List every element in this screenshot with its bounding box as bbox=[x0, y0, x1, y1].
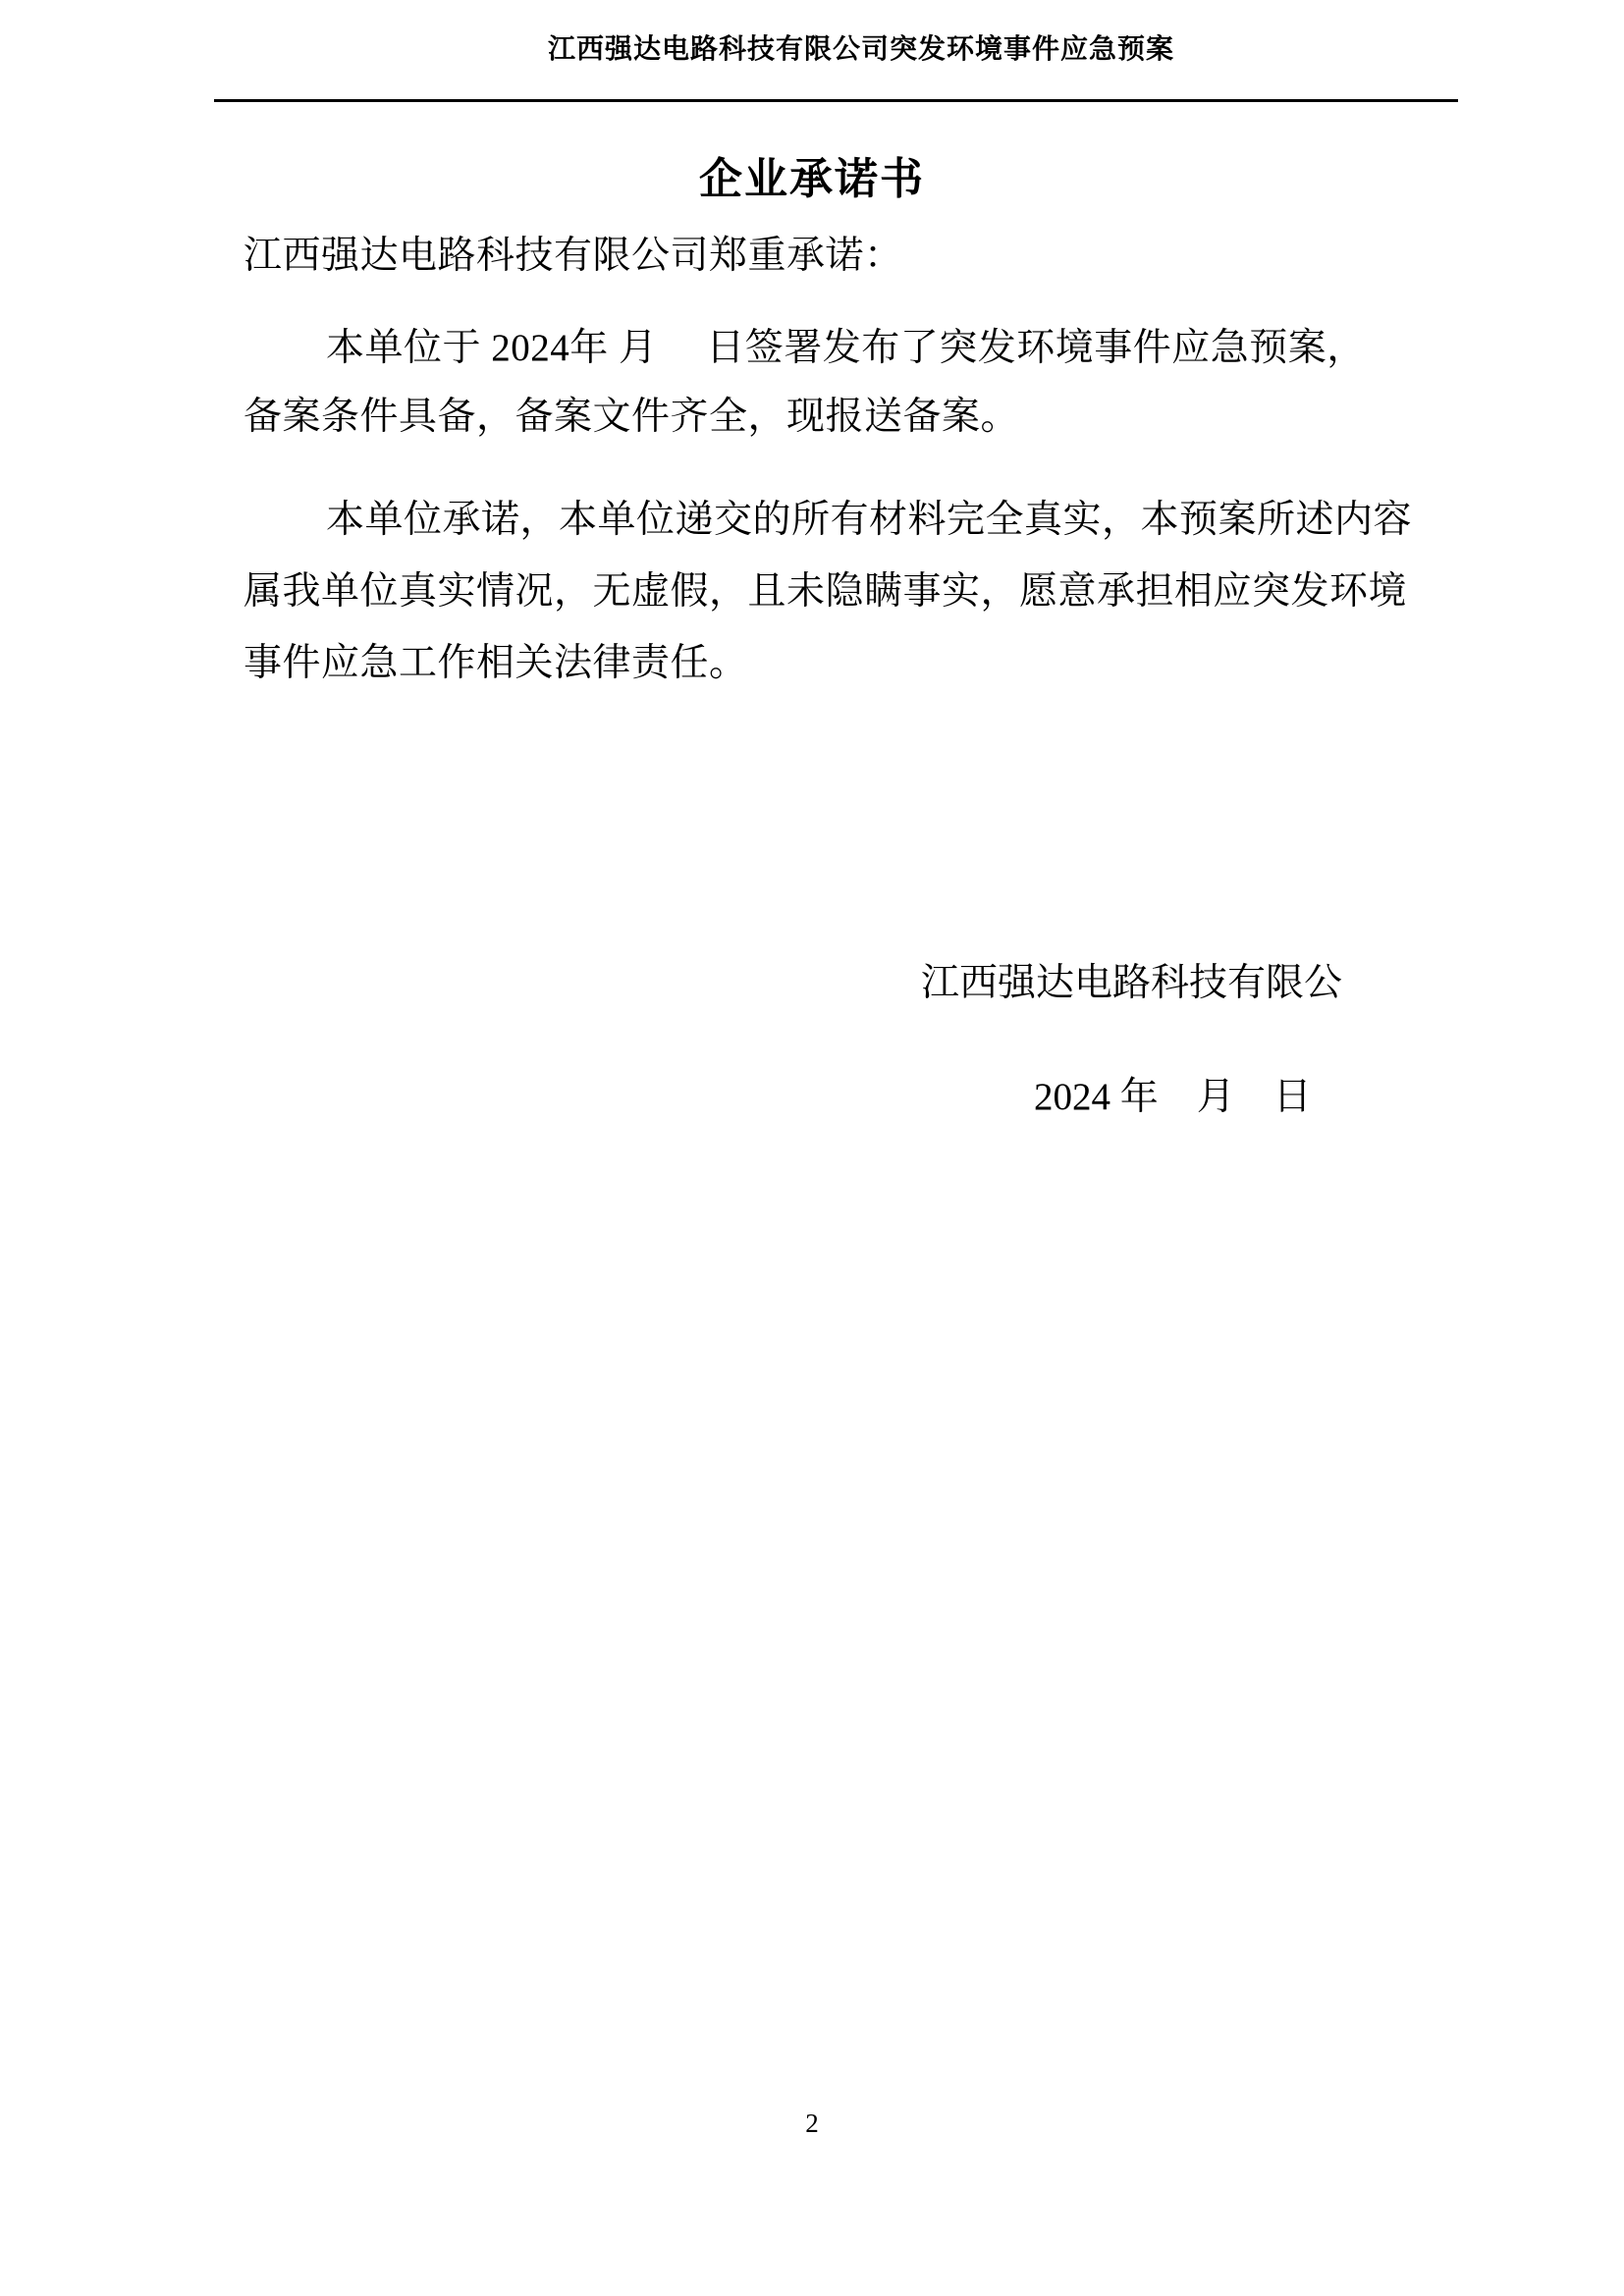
signature-company-name: 江西强达电路科技有限公 bbox=[921, 962, 1343, 1004]
paragraph2-line3: 事件应急工作相关法律责任。 bbox=[244, 642, 748, 684]
paragraph1-line1: 本单位于 2024年 月 日签署发布了突发环境事件应急预案， bbox=[326, 327, 1366, 369]
paragraph2-line2: 属我单位真实情况，无虚假，且未隐瞒事实，愿意承担相应突发环境 bbox=[244, 570, 1408, 613]
page-number: 2 bbox=[805, 2109, 819, 2138]
paragraph2-line1: 本单位承诺，本单位递交的所有材料完全真实，本预案所述内容 bbox=[326, 499, 1413, 541]
salutation-line: 江西强达电路科技有限公司郑重承诺： bbox=[244, 235, 903, 277]
paragraph1-line2: 备案条件具备，备案文件齐全，现报送备案。 bbox=[244, 396, 1020, 438]
page-header-title: 江西强达电路科技有限公司突发环境事件应急预案 bbox=[547, 34, 1174, 65]
header-divider-rule bbox=[214, 99, 1458, 102]
document-title: 企业承诺书 bbox=[699, 155, 925, 203]
signature-date-line: 2024 年 月 日 bbox=[1034, 1076, 1312, 1118]
